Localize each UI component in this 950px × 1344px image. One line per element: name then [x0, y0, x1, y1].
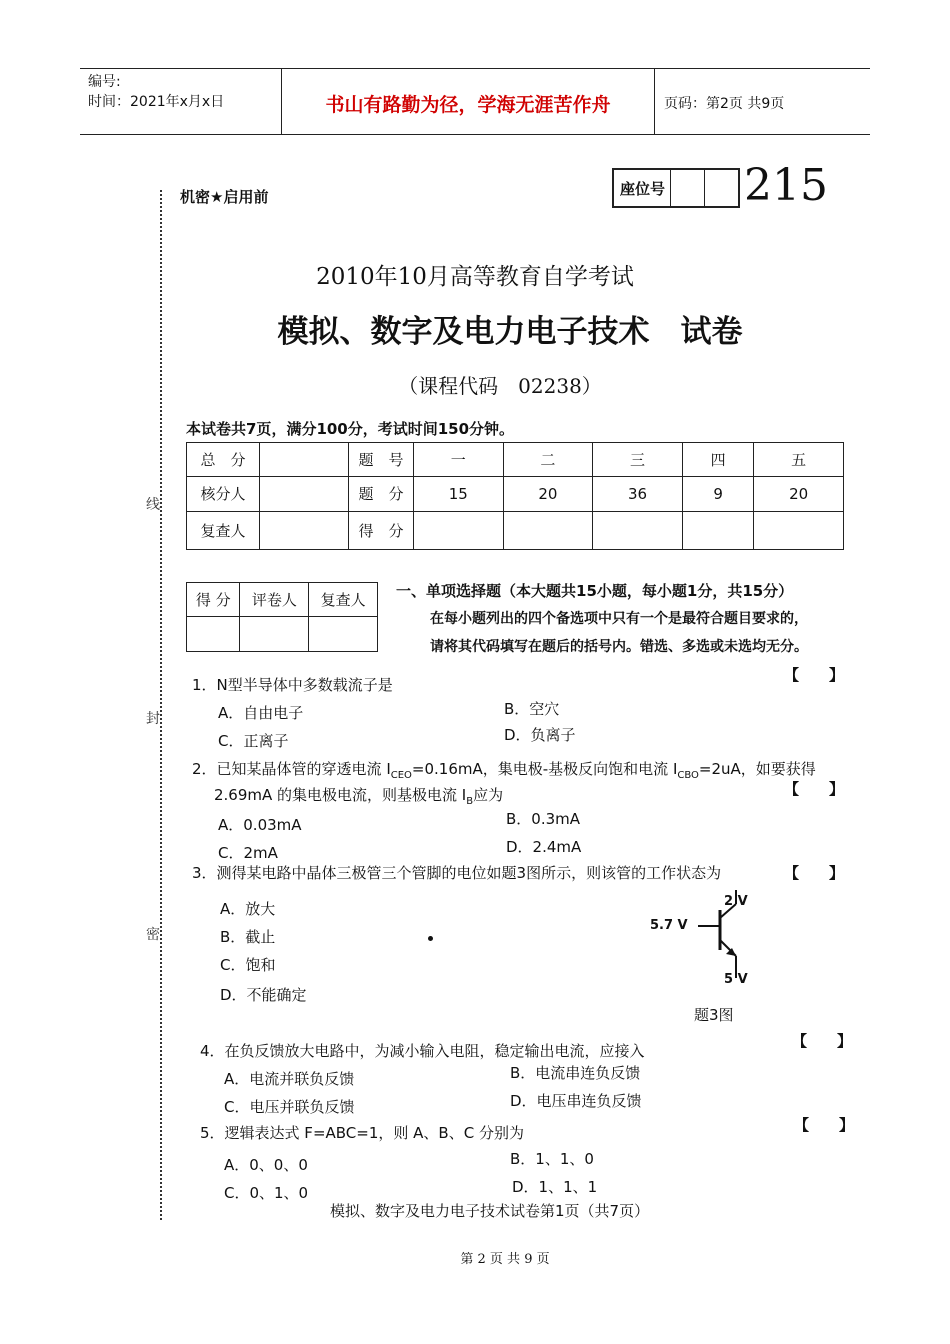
rechecker-cell[interactable] [260, 511, 349, 549]
emitter-voltage: 5 V [724, 972, 748, 987]
question-number: 五 [754, 443, 844, 477]
score-cell[interactable] [503, 511, 593, 549]
option-b: B．电流串连负反馈 [510, 1064, 641, 1082]
question-points: 20 [754, 477, 844, 511]
question-number: 一 [414, 443, 504, 477]
question-stem-cont: 2.69mA 的集电极电流，则基极电流 $I_B$应为 [214, 786, 504, 807]
option-c: C．2mA [218, 844, 278, 862]
page-footer: 第 2 页 共 9 页 [460, 1252, 550, 1267]
binding-mark-seal: 封 [146, 711, 160, 727]
answer-bracket[interactable]: 【 】 [784, 864, 845, 882]
question-stem: 3．测得某电路中晶体三极管三个管脚的电位如题3图所示，则该管的工作状态为 [192, 864, 722, 882]
total-cell[interactable] [260, 443, 349, 477]
option-c: C．0、1、0 [224, 1184, 309, 1202]
option-d: D．不能确定 [220, 986, 307, 1004]
seat-cell [670, 170, 671, 206]
ink-dot [428, 936, 433, 941]
option-b: B．0.3mA [506, 810, 581, 828]
grader-header: 复查人 [309, 583, 378, 617]
grader-cell[interactable] [240, 617, 309, 652]
grader-header: 得 分 [187, 583, 240, 617]
score-cell[interactable] [593, 511, 683, 549]
score-cell[interactable] [414, 511, 504, 549]
score-table [186, 442, 844, 550]
option-a: A．电流并联负反馈 [224, 1070, 355, 1088]
score-cell[interactable] [754, 511, 844, 549]
header-divider [654, 68, 655, 134]
section-title: 一、单项选择题（本大题共15小题，每小题1分，共15分） [396, 582, 794, 600]
inner-page-footer: 模拟、数字及电力电子技术试卷第1页（共7页） [330, 1202, 650, 1220]
question-points: 9 [682, 477, 753, 511]
row-label: 题 号 [349, 443, 414, 477]
option-d: D．电压串连负反馈 [510, 1092, 642, 1110]
answer-bracket[interactable]: 【 】 [794, 1116, 855, 1134]
option-a: A．0、0、0 [224, 1156, 308, 1174]
question-stem: 5．逻辑表达式 F=ABC=1，则 A、B、C 分别为 [200, 1124, 524, 1142]
option-c: C．电压并联负反馈 [224, 1098, 355, 1116]
answer-bracket[interactable]: 【 】 [792, 1032, 853, 1050]
collector-voltage: 2 V [724, 894, 748, 909]
time-label: 时间：2021年x月x日 [88, 94, 225, 110]
option-c: C．正离子 [218, 732, 289, 750]
section-instruction: 请将其代码填写在题后的括号内。错选、多选或未选均无分。 [430, 639, 808, 655]
grader-table [186, 582, 378, 652]
score-cell[interactable] [682, 511, 753, 549]
grader-cell[interactable] [309, 617, 378, 652]
question-points: 20 [503, 477, 593, 511]
question-points: 15 [414, 477, 504, 511]
checker-label: 核分人 [187, 477, 260, 511]
confidential-mark: 机密★启用前 [180, 188, 269, 206]
header-top-rule [80, 68, 870, 69]
section-instruction: 在每小题列出的四个备选项中只有一个是最符合题目要求的， [430, 611, 808, 627]
option-d: D．负离子 [504, 726, 576, 744]
answer-bracket[interactable]: 【 】 [784, 666, 845, 684]
grader-cell[interactable] [187, 617, 240, 652]
exam-info: 本试卷共7页，满分100分，考试时间150分钟。 [186, 420, 515, 438]
exam-title: 2010年10月高等教育自学考试 [316, 264, 634, 290]
question-number: 三 [593, 443, 683, 477]
option-a: A．0.03mA [218, 816, 302, 834]
number-label: 编号: [88, 74, 121, 90]
question-points: 36 [593, 477, 683, 511]
binding-mark-line: 线 [146, 497, 160, 513]
total-label: 总 分 [187, 443, 260, 477]
seat-number-box [612, 168, 740, 208]
figure-caption: 题3图 [694, 1006, 734, 1024]
grader-header: 评卷人 [240, 583, 309, 617]
seat-cell [704, 170, 705, 206]
checker-cell[interactable] [260, 477, 349, 511]
page-info: 页码：第2页 共9页 [664, 96, 785, 112]
subject-title: 模拟、数字及电力电子技术 试卷 [277, 314, 743, 350]
question-stem: 4．在负反馈放大电路中，为减小输入电阻，稳定输出电流，应接入 [200, 1042, 645, 1060]
answer-bracket[interactable]: 【 】 [784, 780, 845, 798]
course-code: （课程代码 02238） [398, 374, 602, 398]
emitter-arrow-icon [726, 948, 736, 956]
row-label: 得 分 [349, 511, 414, 549]
seat-label: 座位号 [620, 180, 666, 198]
header-bottom-rule [80, 134, 870, 135]
question-stem: 2．已知某晶体管的穿透电流 $I_{CEO}=0.16mA$，集电极-基极反向饱和电流 $I_{CBO}=2uA$，如要获得 [192, 760, 816, 781]
question-number: 四 [682, 443, 753, 477]
motto: 书山有路勤为径，学海无涯苦作舟 [325, 94, 611, 116]
paper-code: 215 [744, 160, 828, 211]
option-a: A．自由电子 [218, 704, 304, 722]
option-b: B．空穴 [504, 700, 560, 718]
option-a: A．放大 [220, 900, 276, 918]
option-d: D．2.4mA [506, 838, 582, 856]
question-number: 二 [503, 443, 593, 477]
option-b: B．截止 [220, 928, 276, 946]
binding-mark-secret: 密 [146, 927, 160, 943]
option-b: B．1、1、0 [510, 1150, 594, 1168]
row-label: 题 分 [349, 477, 414, 511]
option-d: D．1、1、1 [512, 1178, 598, 1196]
base-voltage: 5.7 V [650, 918, 688, 933]
option-c: C．饱和 [220, 956, 276, 974]
question-stem: 1．N型半导体中多数载流子是 [192, 676, 393, 694]
rechecker-label: 复查人 [187, 511, 260, 549]
